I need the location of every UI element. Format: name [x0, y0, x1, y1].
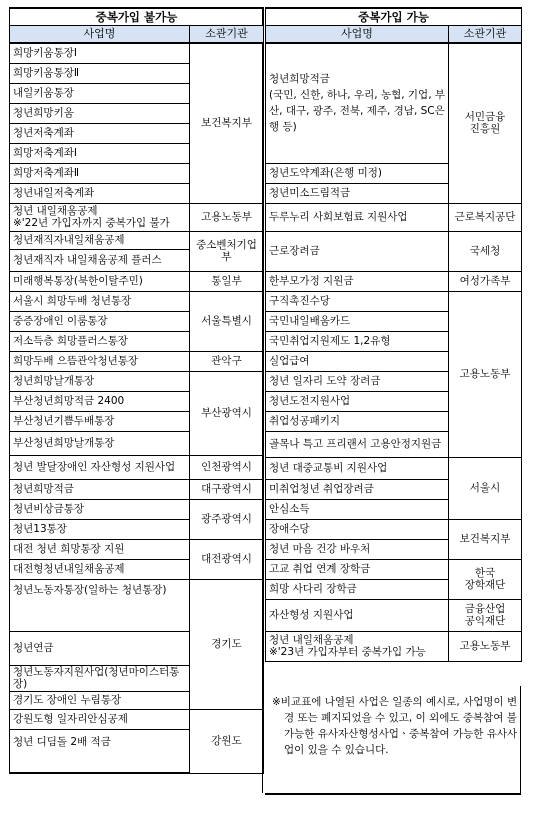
- program-cell: 청년재직자내일채움공제: [10, 231, 190, 249]
- program-cell: 부산청년희망적금 2400: [10, 391, 190, 411]
- program-cell: 청년희망적금: [10, 479, 190, 499]
- right-table-title: 중복가입 가능: [266, 8, 522, 26]
- right-header-agency: 소관기관: [449, 26, 522, 44]
- program-cell: 희망저축계좌Ⅱ: [10, 163, 190, 183]
- agency-cell: 부산광역시: [190, 371, 264, 455]
- program-cell: 희망키움통장Ⅰ: [10, 43, 190, 63]
- program-cell: 청년저축계좌: [10, 123, 190, 143]
- program-cell: 청년비상금통장: [10, 499, 190, 519]
- agency-cell: 여성가족부: [449, 271, 522, 291]
- agency-cell: 근로복지공단: [449, 203, 522, 231]
- program-cell: 대전 청년 희망통장 지원: [10, 539, 190, 559]
- program-cell: 취업성공패키지: [266, 411, 449, 431]
- program-cell: 청년미소드림적금: [266, 183, 449, 203]
- program-cell: 부산청년기쁨두배통장: [10, 411, 190, 431]
- agency-cell: 서울시: [449, 457, 522, 519]
- right-bottom-border: [265, 793, 521, 795]
- left-header-agency: 소관기관: [190, 26, 264, 44]
- agency-cell: 경기도: [190, 579, 264, 709]
- program-cell: 청년 일자리 도약 장려금: [266, 371, 449, 391]
- program-cell: 구직촉진수당: [266, 291, 449, 311]
- program-cell: 청년도약계좌(은행 미정): [266, 163, 449, 183]
- agency-cell: 금융산업 공익재단: [449, 599, 522, 631]
- program-cell: 청년도전지원사업: [266, 391, 449, 411]
- program-cell: 부산청년희망날개통장: [10, 431, 190, 455]
- program-cell: 청년 내일채움공제 ※'22년 가입자까지 중복가입 불가: [10, 203, 190, 231]
- program-cell: 희망 사다리 장학금: [266, 579, 449, 599]
- agency-cell: 관악구: [190, 351, 264, 371]
- program-cell: 청년희망키움: [10, 103, 190, 123]
- agency-cell: 국세청: [449, 231, 522, 271]
- program-cell: 청년연금: [10, 631, 190, 665]
- program-cell: 국민내일배움카드: [266, 311, 449, 331]
- agency-cell: 인천광역시: [190, 455, 264, 479]
- agency-cell: 강원도: [190, 709, 264, 773]
- program-cell: 근로장려금: [266, 231, 449, 271]
- left-table-title: 중복가입 불가능: [10, 8, 264, 26]
- program-cell: 장애수당: [266, 519, 449, 539]
- program-cell: 희망두배 으뜸관악청년통장: [10, 351, 190, 371]
- program-cell: 청년노동자지원사업(청년마이스터통장): [10, 665, 190, 691]
- agency-cell: 서민금융 진흥원: [449, 43, 522, 203]
- duplicate-not-allowed-table: [9, 7, 264, 774]
- program-cell: 희망키움통장Ⅱ: [10, 63, 190, 83]
- program-cell: 골목나 특고 프리랜서 고용안정지원금: [266, 431, 449, 457]
- right-header-program: 사업명: [266, 26, 449, 44]
- program-cell: 청년 대중교통비 지원사업: [266, 457, 449, 479]
- program-cell: 청년 디딤돌 2배 적금: [10, 729, 190, 773]
- program-cell: 청년 발달장애인 자산형성 지원사업: [10, 455, 190, 479]
- agency-cell: 한국 장학재단: [449, 559, 522, 599]
- right-side-border: [520, 686, 521, 794]
- program-cell: 실업급여: [266, 351, 449, 371]
- duplicate-allowed-table: [265, 7, 522, 662]
- program-cell: 경기도 장애인 누림통장: [10, 691, 190, 709]
- program-cell: 청년13통장: [10, 519, 190, 539]
- agency-cell: 고용노동부: [449, 631, 522, 661]
- program-cell: 청년노동자통장(일하는 청년통장): [10, 579, 190, 631]
- program-cell: 한부모가정 지원금: [266, 271, 449, 291]
- program-cell: 안심소득: [266, 499, 449, 519]
- disclaimer-note: ※비교표에 나열된 사업은 일종의 예시로, 사업명이 변경 또는 폐지되었을 수 있고, 이 외에도 중복참여 불가능한 유사자산형성사업ㆍ중복참여 가능한 유사사업이 있을 수 있습니다.: [272, 696, 518, 756]
- program-cell: 강원도형 일자리안심공제: [10, 709, 190, 729]
- program-cell: 청년내일저축계좌: [10, 183, 190, 203]
- agency-cell: 고용노동부: [449, 291, 522, 457]
- program-cell: 두루누리 사회보험료 지원사업: [266, 203, 449, 231]
- agency-cell: 서울특별시: [190, 291, 264, 351]
- program-cell: 청년 마음 건강 바우처: [266, 539, 449, 559]
- program-cell: 청년희망날개통장: [10, 371, 190, 391]
- agency-cell: 대구광역시: [190, 479, 264, 499]
- program-cell: 청년희망적금 (국민, 신한, 하나, 우리, 농협, 기업, 부산, 대구, 광주, 전북, 제주, 경남, SC은행 등): [266, 43, 449, 163]
- agency-cell: 중소벤처기업부: [190, 231, 264, 271]
- program-cell: 미취업청년 취업장려금: [266, 479, 449, 499]
- agency-cell: 광주광역시: [190, 499, 264, 539]
- program-cell: 청년 내일채움공제 ※'23년 가입자부터 중복가입 가능: [266, 631, 449, 661]
- agency-cell: 보건복지부: [449, 519, 522, 559]
- program-cell: 희망저축계좌Ⅰ: [10, 143, 190, 163]
- program-cell: 고교 취업 연계 장학금: [266, 559, 449, 579]
- agency-cell: 통일부: [190, 271, 264, 291]
- program-cell: 내일키움통장: [10, 83, 190, 103]
- program-cell: 중증장애인 이룸통장: [10, 311, 190, 331]
- program-cell: 미래행복통장(북한이탈주민): [10, 271, 190, 291]
- program-cell: 자산형성 지원사업: [266, 599, 449, 631]
- program-cell: 국민취업지원제도 1,2유형: [266, 331, 449, 351]
- program-cell: 청년재직자 내일채움공제 플러스: [10, 249, 190, 271]
- agency-cell: 보건복지부: [190, 43, 264, 203]
- program-cell: 저소득층 희망플러스통장: [10, 331, 190, 351]
- program-cell: 서울시 희망두배 청년통장: [10, 291, 190, 311]
- left-header-program: 사업명: [10, 26, 190, 44]
- agency-cell: 대전광역시: [190, 539, 264, 579]
- program-cell: 대전형청년내일채움공제: [10, 559, 190, 579]
- agency-cell: 고용노동부: [190, 203, 264, 231]
